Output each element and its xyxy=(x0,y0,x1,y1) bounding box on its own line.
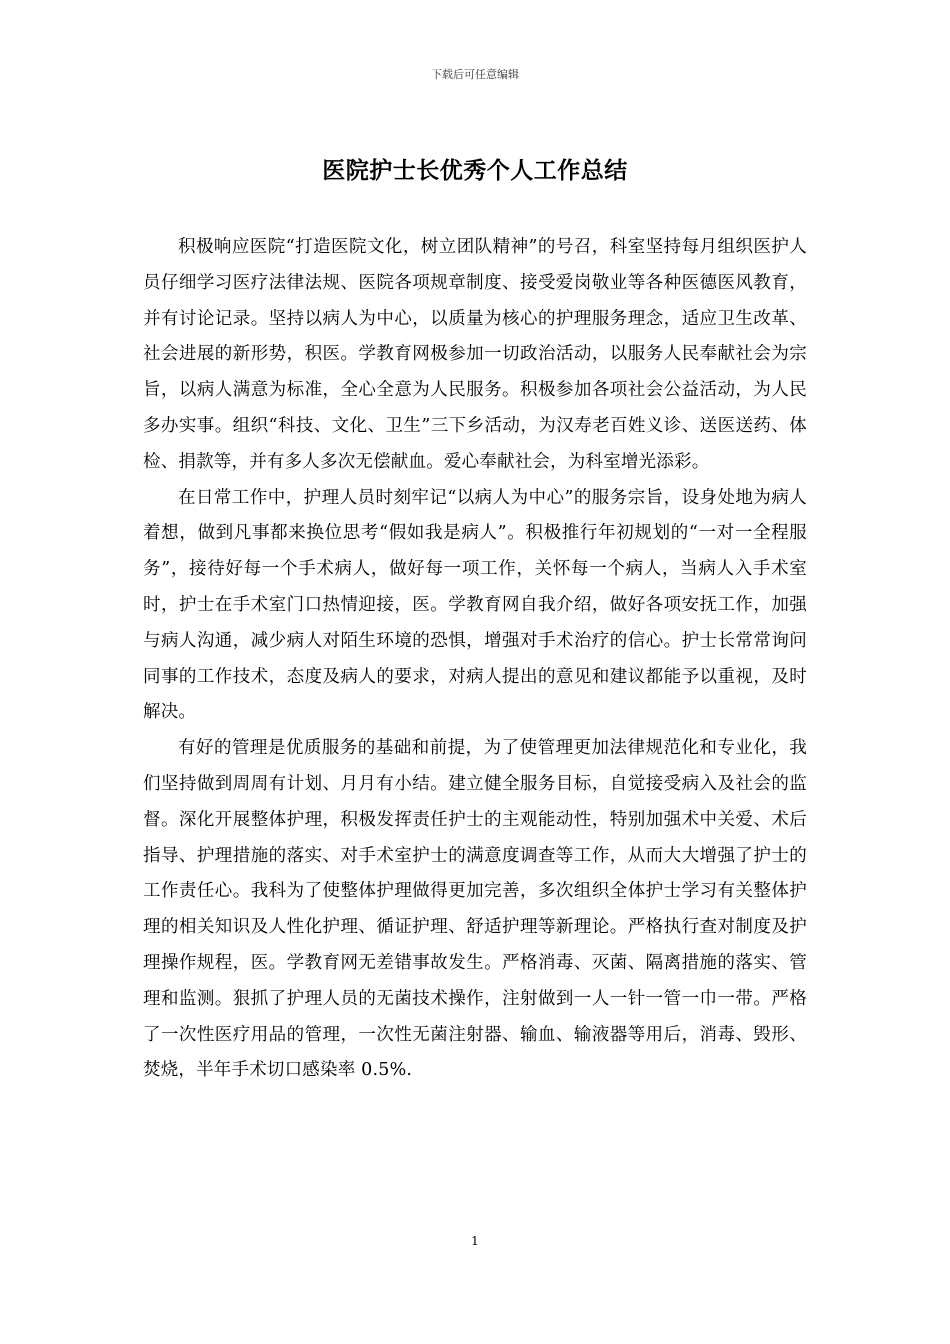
document-title: 医院护士长优秀个人工作总结 xyxy=(322,157,628,184)
header-note: 下载后可任意编辑 xyxy=(431,68,519,81)
document-body xyxy=(143,230,807,1089)
page-number: 1 xyxy=(471,1234,479,1248)
paragraph-3: 有好的管理是优质服务的基础和前提，为了使管理更加法律规范化和专业化，我们坚持做到周周有计划、月月有小结。建立健全服务目标，自觉接受病入及社会的监督。深化开展整体护理，积极发挥责任护士的主观能动性，特别加强术中关爱、术后指导、护理措施的落实、对手术室护士的满意度调查等工作，从而大大增强了护士的工作责任心。我科为了使整体护理做得更加完善，多次组织全体护士学习有关整体护理的相关知识及人性化护理、循证护理、舒适护理等新理论。严格执行查对制度及护理操作规程，医。学教育网无差错事故发生。严格消毒、灭菌、隔离措施的落实、管理和监测。狠抓了护理人员的无菌技术操作，注射做到一人一针一管一巾一带。严格了一次性医疗用品的管理，一次性无菌注射器、输血、输液器等用后，消毒、毁形、焚烧，半年手术切口感染率 0.5%. xyxy=(143,738,807,1081)
paragraph-1: 积极响应医院“打造医院文化，树立团队精神”的号召，科室坚持每月组织医护人员仔细学习医疗法律法规、医院各项规章制度、接受爱岗敬业等各种医德医风教育，并有讨论记录。坚持以病人为中心，以质量为核心的护理服务理念，适应卫生改革、社会进展的新形势，积医。学教育网极参加一切政治活动，以服务人民奉献社会为宗旨，以病人满意为标准，全心全意为人民服务。积极参加各项社会公益活动，为人民多办实事。组织“科技、文化、卫生”三下乡活动，为汉寿老百姓义诊、送医送药、体检、捐款等，并有多人多次无偿献血。爱心奉献社会，为科室增光添彩。 xyxy=(143,237,807,472)
paragraph-2: 在日常工作中，护理人员时刻牢记“以病人为中心”的服务宗旨，设身处地为病人着想，做到凡事都来换位思考“假如我是病人”。积极推行年初规划的“一对一全程服务”，接待好每一个手术病人，做好每一项工作，关怀每一个病人，当病人入手术室时，护士在手术室门口热情迎接，医。学教育网自我介绍，做好各项安抚工作，加强与病人沟通，减少病人对陌生环境的恐惧，增强对手术治疗的信心。护士长常常询问同事的工作技术，态度及病人的要求，对病人提出的意见和建议都能予以重视，及时解决。 xyxy=(143,487,807,723)
